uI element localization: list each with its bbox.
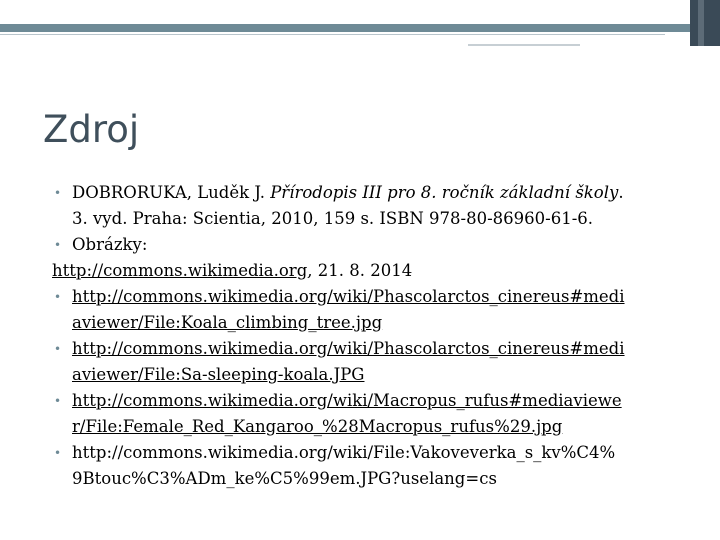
- images-heading: Obrázky:: [72, 235, 148, 254]
- book-author: DOBRORUKA, Luděk J.: [72, 183, 271, 202]
- bullet-icon: •: [54, 238, 62, 252]
- list-item-images-heading: [52, 232, 692, 258]
- link-line: aviewer/File:Koala_climbing_tree.jpg: [72, 313, 383, 332]
- list-item-plain-url: [52, 440, 692, 492]
- list-item-link: [52, 388, 692, 440]
- list-item-link: [52, 284, 692, 336]
- link-line: http://commons.wikimedia.org/wiki/Phascolarctos_cinereus#medi: [72, 287, 625, 306]
- link-line: r/File:Female_Red_Kangaroo_%28Macropus_rufus%29.jpg: [72, 417, 563, 436]
- book-title: Přírodopis III pro 8. ročník základní školy: [270, 183, 619, 202]
- reference-link[interactable]: [72, 336, 692, 388]
- list-item-link: [52, 336, 692, 388]
- commons-date: , 21. 8. 2014: [307, 261, 413, 280]
- bullet-icon: •: [54, 446, 62, 460]
- link-line: aviewer/File:Sa-sleeping-koala.JPG: [72, 365, 365, 384]
- plain-url-line: 9Btouc%C3%ADm_ke%C5%99em.JPG?uselang=cs: [72, 469, 497, 488]
- header-short-line: [468, 44, 580, 46]
- reference-link[interactable]: [72, 388, 692, 440]
- header-divider-line: [0, 34, 665, 35]
- slide-title: Zdroj: [43, 108, 140, 151]
- reference-link[interactable]: [72, 284, 692, 336]
- commons-line: [52, 258, 692, 284]
- references-list: [52, 180, 692, 492]
- book-title-period: .: [618, 183, 624, 202]
- list-item-book: [52, 180, 692, 232]
- header-band: [0, 0, 720, 24]
- bullet-icon: •: [54, 394, 62, 408]
- header-corner-block: [690, 0, 720, 46]
- bullet-icon: •: [54, 186, 62, 200]
- commons-link[interactable]: http://commons.wikimedia.org: [52, 261, 308, 280]
- header-accent-bar: [0, 24, 690, 32]
- link-line: http://commons.wikimedia.org/wiki/Phascolarctos_cinereus#medi: [72, 339, 625, 358]
- header-corner-stripe: [698, 0, 704, 46]
- link-line: http://commons.wikimedia.org/wiki/Macropus_rufus#mediaviewe: [72, 391, 622, 410]
- book-details: 3. vyd. Praha: Scientia, 2010, 159 s. ISBN 978-80-86960-61-6.: [72, 209, 594, 228]
- bullet-icon: •: [54, 290, 62, 304]
- plain-url-line: http://commons.wikimedia.org/wiki/File:Vakoveverka_s_kv%C4%: [72, 443, 616, 462]
- bullet-icon: •: [54, 342, 62, 356]
